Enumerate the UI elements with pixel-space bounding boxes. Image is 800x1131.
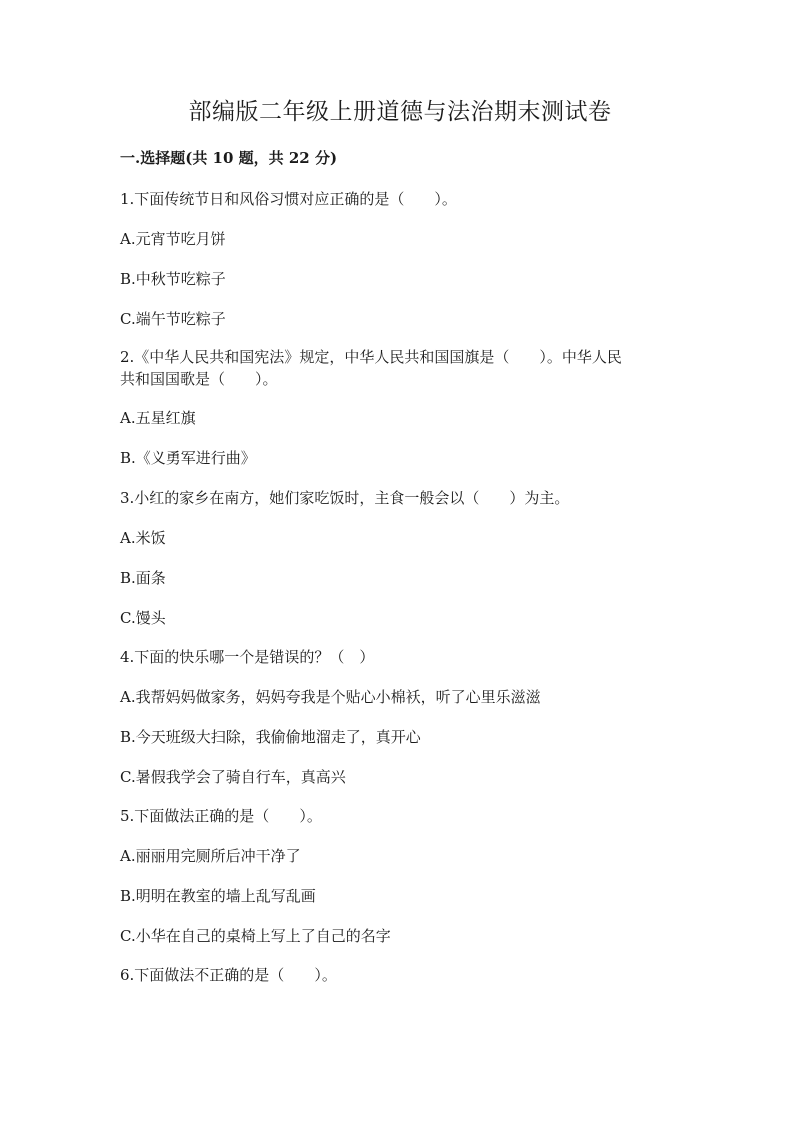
question-5-option-b: B.明明在教室的墙上乱写乱画 — [120, 887, 316, 905]
question-2-stem — [120, 346, 680, 390]
question-4-option-a: A.我帮妈妈做家务，妈妈夸我是个贴心小棉袄，听了心里乐滋滋 — [120, 688, 541, 706]
question-1-option-c: C.端午节吃粽子 — [120, 310, 226, 328]
question-2-option-a: A.五星红旗 — [120, 409, 196, 427]
question-4-stem: 4.下面的快乐哪一个是错误的？（ ） — [120, 648, 375, 666]
question-1-option-a: A.元宵节吃月饼 — [120, 230, 226, 248]
question-5-option-a: A.丽丽用完厕所后冲干净了 — [120, 847, 301, 865]
question-4-option-b: B.今天班级大扫除，我偷偷地溜走了，真开心 — [120, 728, 421, 746]
question-5-stem: 5.下面做法正确的是（ ）。 — [120, 807, 322, 825]
question-6-stem: 6.下面做法不正确的是（ ）。 — [120, 966, 337, 984]
question-1-stem: 1.下面传统节日和风俗习惯对应正确的是（ ）。 — [120, 190, 457, 208]
question-3-option-b: B.面条 — [120, 569, 166, 587]
page-title: 部编版二年级上册道德与法治期末测试卷 — [188, 99, 612, 125]
question-1-option-b: B.中秋节吃粽子 — [120, 270, 226, 288]
question-2-stem-line-1: 2.《中华人民共和国宪法》规定，中华人民共和国国旗是（ ）。中华人民 — [120, 348, 622, 366]
question-3-option-a: A.米饭 — [120, 529, 166, 547]
section-heading: 一.选择题(共 10 题，共 22 分) — [120, 149, 338, 167]
question-3-option-c: C.馒头 — [120, 609, 166, 627]
question-3-stem: 3.小红的家乡在南方，她们家吃饭时，主食一般会以（ ）为主。 — [120, 489, 570, 507]
question-5-option-c: C.小华在自己的桌椅上写上了自己的名字 — [120, 927, 391, 945]
question-2-stem-line-2: 共和国国歌是（ ）。 — [120, 370, 278, 388]
question-2-option-b: B.《义勇军进行曲》 — [120, 449, 256, 467]
question-4-option-c: C.暑假我学会了骑自行车，真高兴 — [120, 768, 346, 786]
